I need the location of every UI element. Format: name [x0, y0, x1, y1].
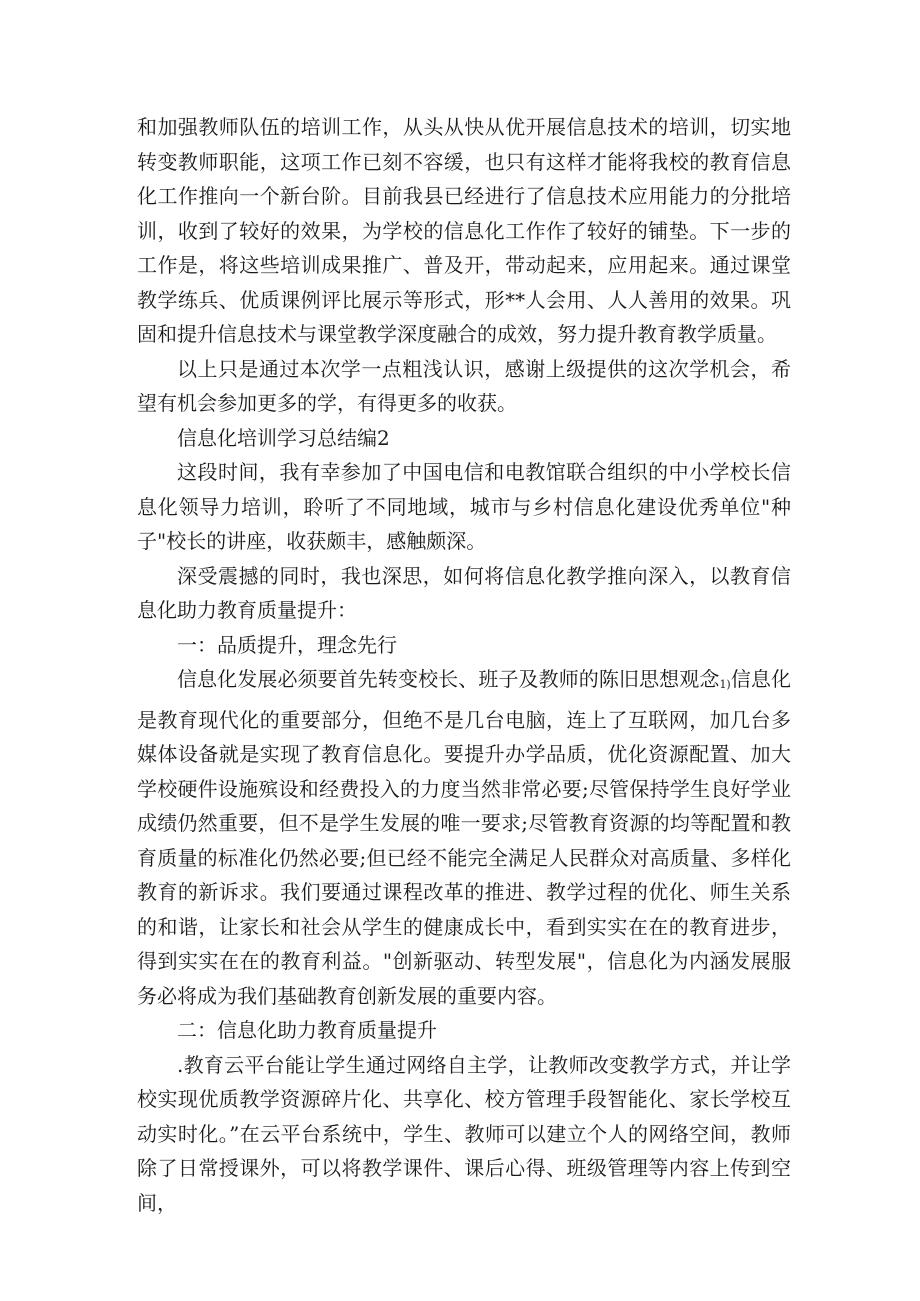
- section-title: 信息化培训学习总结编2: [177, 425, 390, 450]
- paragraph-concept-body: 信息化是教育现代化的重要部分，但绝不是几台电脑，连上了互联网，加几台多媒体设备就是实现了教育信息化。要提升办学品质，优化资源配置、加大学校硬件设施殡设和经费投入的力度当然非常必要;尽管保持学生良好学业成绩仍然重要，但不是学生发展的唯一要求;尽管教育资源的均等配置和教育质量的标准化仍然必要;但已经不能完全满足人民群众对高质量、多样化教育的新诉求。我们要通过课程改革的推进、教学过程的优化、师生关系的和谐，让家长和社会从学生的健康成长中，看到实实在在的教育进步，得到实实在在的教育利益。"创新驱动、转型发展"，信息化为内涵发展服务必将成为我们基础教育创新发展的重要内容。: [137, 667, 792, 1008]
- paragraph-cloud-platform: .教育云平台能让学生通过网络自主学，让教师改变教学方式，并让学校实现优质教学资源碎片化、共享化、校方管理手段智能化、家长学校互动实时化。”在云平台系统中，学生、教师可以建立个人的网络空间，教师除了日常授课外，可以将教学课件、课后心得、班级管理等内容上传到空间，: [137, 1052, 791, 1215]
- document-body: [137, 110, 791, 1220]
- paragraph-reflection: 深受震撼的同时，我也深思，如何将信息化教学推向深入，以教育信息化助力教育质量提升：: [137, 563, 791, 622]
- paragraph-continuation: 和加强教师队伍的培训工作，从头从快从优开展信息技术的培训，切实地转变教师职能，这项工作已刻不容缓，也只有这样才能将我校的教育信息化工作推向一个新台阶。目前我县已经进行了信息技术应用能力的分批培训，收到了较好的效果，为学校的信息化工作作了较好的铺垫。下一步的工作是，将这些培训成果推广、普及开，带动起来，应用起来。通过课堂教学练兵、优质课例评比展示等形式，形**人会用、人人善用的效果。巩固和提升信息技术与课堂教学深度融合的成效，努力提升教育教学质量。: [137, 115, 791, 346]
- paragraph-concept-lead: 信息化发展必须要首先转变校长、班子及教师的陈旧思想观念: [177, 667, 720, 691]
- heading-one: 一：品质提升，理念先行: [177, 632, 397, 657]
- heading-two: 二：信息化助力教育质量提升: [177, 1018, 437, 1042]
- list-marker: 1): [719, 678, 731, 691]
- paragraph-concept: [137, 662, 791, 1013]
- paragraph-closing: 以上只是通过本次学一点粗浅认识，感谢上级提供的这次学机会，希望有机会参加更多的学，有得更多的收获。: [137, 356, 791, 415]
- paragraph-intro: 这段时间，我有幸参加了中国电信和电教馆联合组织的中小学校长信息化领导力培训，聆听了不同地域，城市与乡村信息化建设优秀单位"种子"校长的讲座，收获颇丰，感触颇深。: [137, 460, 791, 553]
